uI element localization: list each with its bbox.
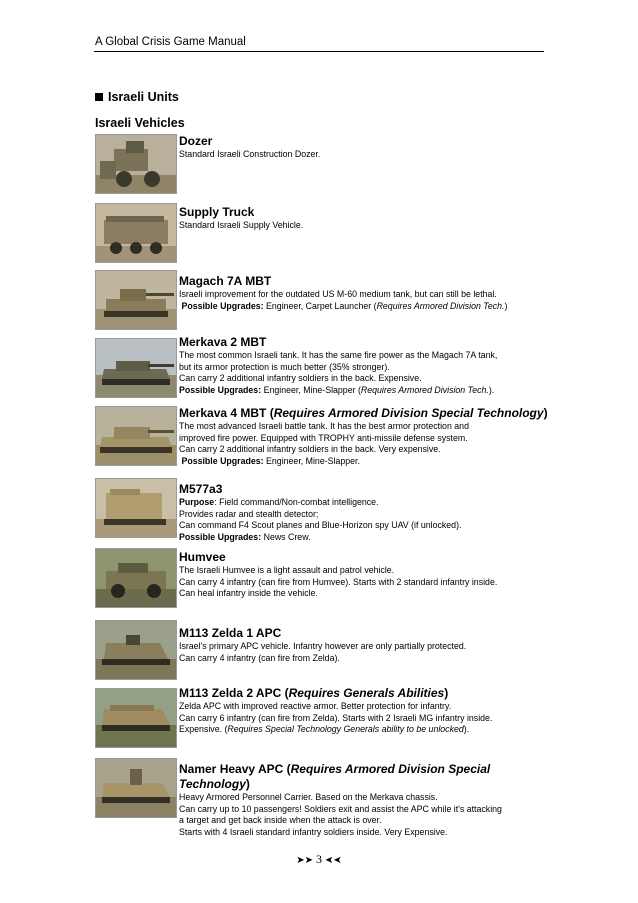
subsection-title: Israeli Vehicles: [95, 116, 185, 130]
unit-description-line: Can carry up to 10 passengers! Soldiers exit and assist the APC while it's attacking: [179, 803, 502, 814]
right-arrows-icon: ➤➤: [296, 855, 313, 866]
unit-purpose: Purpose: Field command/Non-combat intelligence.: [179, 497, 379, 507]
unit-expense-note: Expensive. (Requires Special Technology Generals ability to be unlocked).: [179, 724, 470, 734]
unit-description-line: Can carry 6 infantry (can fire from Zelda). Starts with 2 Israeli MG infantry inside.: [179, 712, 493, 723]
unit-name: Supply Truck: [179, 205, 255, 219]
unit-description-line: Starts with 4 Israeli standard infantry soldiers inside. Very Expensive.: [179, 826, 448, 837]
unit-description: Standard Israeli Construction Dozer.: [179, 149, 321, 159]
unit-description-line: Can carry 2 additional infantry soldiers in the back. Very expensive.: [179, 444, 441, 454]
header-divider: [94, 51, 544, 52]
unit-upgrades: Possible Upgrades: Engineer, Mine-Slapper.: [181, 455, 360, 466]
humvee-image: [95, 548, 177, 608]
unit-description-line: Heavy Armored Personnel Carrier. Based on the Merkava chassis.: [179, 792, 438, 802]
unit-description-line: improved fire power. Equipped with TROPHY anti-missile defense system.: [179, 432, 468, 443]
unit-upgrades: Possible Upgrades: News Crew.: [179, 531, 311, 542]
unit-name: M577a3: [179, 482, 223, 496]
section-title: Israeli Units: [108, 90, 179, 104]
dozer-image: [95, 134, 177, 194]
zelda-2-image: [95, 688, 177, 748]
magach-tank-image: [95, 270, 177, 330]
unit-description-line: but its armor protection is much better (35% stronger).: [179, 361, 390, 372]
unit-description-line: Israel's primary APC vehicle. Infantry however are only partially protected.: [179, 641, 467, 651]
bullet-square-icon: [95, 93, 103, 101]
unit-description-line: Can carry 4 infantry (can fire from Humvee). Starts with 2 standard infantry inside.: [179, 576, 498, 587]
page-footer: [0, 852, 638, 867]
unit-description-line: The most common Israeli tank. It has the same fire power as the Magach 7A tank,: [179, 350, 498, 360]
merkava-4-image: [95, 406, 177, 466]
namer-apc-image: [95, 758, 177, 818]
unit-name: Merkava 4 MBT (Requires Armored Division Special Technology): [179, 406, 548, 420]
unit-description: Israeli improvement for the outdated US M-60 medium tank, but can still be lethal.: [179, 289, 497, 299]
unit-name: M113 Zelda 2 APC (Requires Generals Abilities): [179, 686, 449, 700]
page-header: A Global Crisis Game Manual: [95, 36, 246, 48]
unit-description-line: Can carry 4 infantry (can fire from Zelda).: [179, 652, 340, 663]
section-heading: [95, 90, 179, 104]
unit-name: M113 Zelda 1 APC: [179, 626, 282, 640]
unit-upgrades: Possible Upgrades: Engineer, Carpet Launcher (Requires Armored Division Tech.): [181, 300, 508, 311]
unit-description-line: Can command F4 Scout planes and Blue-Horizon spy UAV (if unlocked).: [179, 520, 462, 530]
unit-description-line: Provides radar and stealth detector;: [179, 508, 319, 519]
unit-name: Merkava 2 MBT: [179, 335, 267, 349]
unit-description-line: Zelda APC with improved reactive armor. Better protection for infantry.: [179, 701, 452, 711]
merkava-2-image: [95, 338, 177, 398]
unit-upgrades: Possible Upgrades: Engineer, Mine-Slapper (Requires Armored Division Tech.).: [179, 384, 495, 395]
left-arrows-icon: ➤➤: [325, 855, 342, 866]
unit-description-line: Can carry 2 additional infantry soldiers in the back. Expensive.: [179, 373, 422, 383]
unit-name: Magach 7A MBT: [179, 274, 272, 288]
unit-description-line: The most advanced Israeli battle tank. It has the best armor protection and: [179, 421, 469, 431]
zelda-1-image: [95, 620, 177, 680]
unit-description-line: a target and get back inside when the attack is over.: [179, 815, 382, 825]
page-number: 3: [316, 852, 322, 866]
unit-description-line: The Israeli Humvee is a light assault and patrol vehicle.: [179, 565, 395, 575]
unit-name: Namer Heavy APC (Requires Armored Division Special Technology): [179, 762, 491, 791]
supply-truck-image: [95, 203, 177, 263]
unit-name: Dozer: [179, 134, 213, 148]
unit-description-line: Can heal infantry inside the vehicle.: [179, 588, 318, 598]
m577a3-image: [95, 478, 177, 538]
unit-name: Humvee: [179, 550, 226, 564]
unit-description: Standard Israeli Supply Vehicle.: [179, 220, 304, 230]
